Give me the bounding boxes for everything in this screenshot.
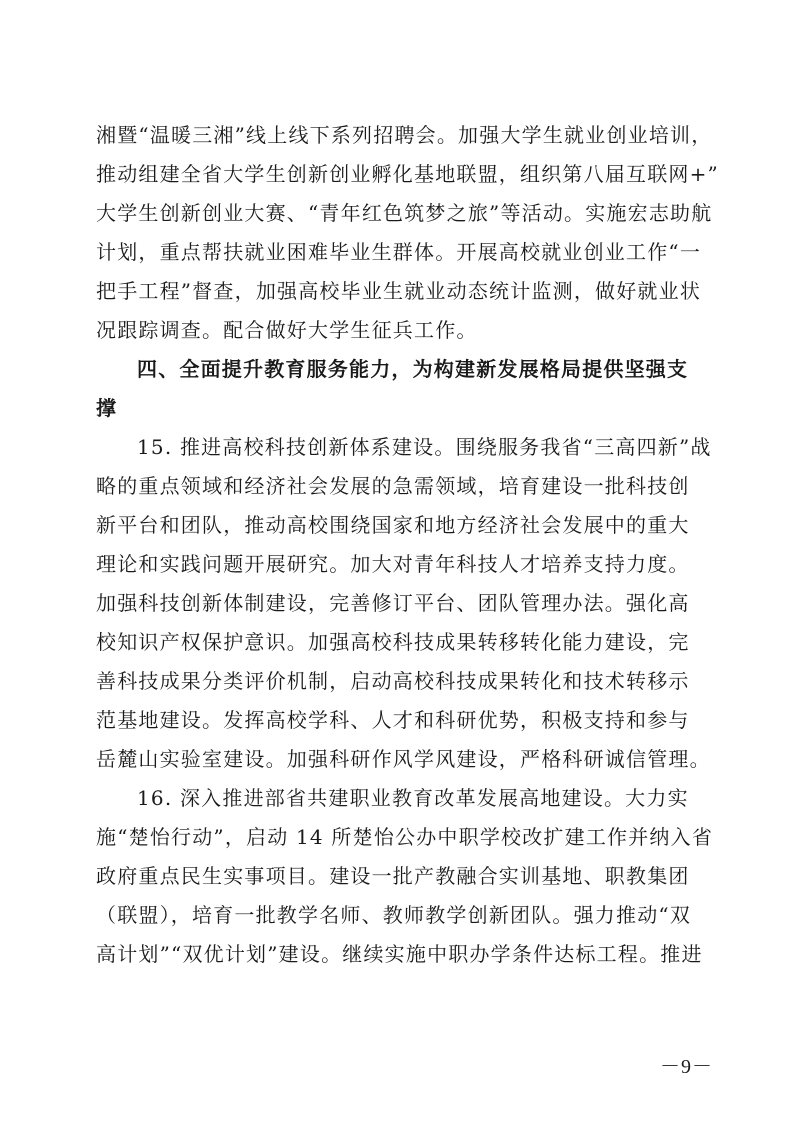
text-line: 湘暨“温暖三湘”线上线下系列招聘会。加强大学生就业创业培训，: [96, 123, 713, 147]
text-line: 加强科技创新体制建设，完善修订平台、团队管理办法。强化高: [96, 591, 690, 615]
text-line: 施“楚怡行动”，启动 14 所楚怡公办中职学校改扩建工作并纳入省: [96, 825, 714, 849]
body-text: [96, 116, 719, 974]
text-line: 校知识产权保护意识。加强高校科技成果转移转化能力建设，完: [96, 630, 690, 654]
page-number: －9－: [660, 1056, 713, 1078]
section-heading-continuation: 撑: [96, 396, 118, 420]
text-line: 计划，重点帮扶就业困难毕业生群体。开展高校就业创业工作“一: [96, 240, 702, 264]
text-line: 把手工程”督查，加强高校毕业生就业动态统计监测，做好就业状: [96, 279, 702, 303]
text-line: 岳麓山实验室建设。加强科研作风学风建设，严格科研诚信管理。: [96, 747, 711, 771]
text-line: 况跟踪调查。配合做好大学生征兵工作。: [96, 318, 478, 342]
text-line: 新平台和团队，推动高校围绕国家和地方经济社会发展中的重大: [96, 513, 690, 537]
text-line: 大学生创新创业大赛、“青年红色筑梦之旅”等活动。实施宏志助航: [96, 201, 713, 225]
text-line: 善科技成果分类评价机制，启动高校科技成果转化和技术转移示: [96, 669, 690, 693]
text-line: 高计划”“双优计划”建设。继续实施中职办学条件达标工程。推进: [96, 942, 703, 966]
text-line: 政府重点民生实事项目。建设一批产教融合实训基地、职教集团: [96, 864, 690, 888]
text-line: 略的重点领域和经济社会发展的急需领域，培育建设一批科技创: [96, 474, 690, 498]
text-line: 推动组建全省大学生创新创业孵化基地联盟，组织第八届互联网+”: [96, 162, 719, 186]
text-line: 理论和实践问题开展研究。加大对青年科技人才培养支持力度。: [96, 552, 690, 576]
text-line: 范基地建设。发挥高校学科、人才和科研优势，积极支持和参与: [96, 708, 690, 732]
section-heading: 四、全面提升教育服务能力，为构建新发展格局提供坚强支: [137, 357, 689, 381]
paragraph-16-start: 16. 深入推进部省共建职业教育改革发展高地建设。大力实: [137, 786, 689, 810]
text-line: （联盟），培育一批教学名师、教师教学创新团队。强力推动“双: [96, 903, 692, 927]
paragraph-15-start: 15. 推进高校科技创新体系建设。围绕服务我省“三高四新”战: [137, 435, 712, 459]
